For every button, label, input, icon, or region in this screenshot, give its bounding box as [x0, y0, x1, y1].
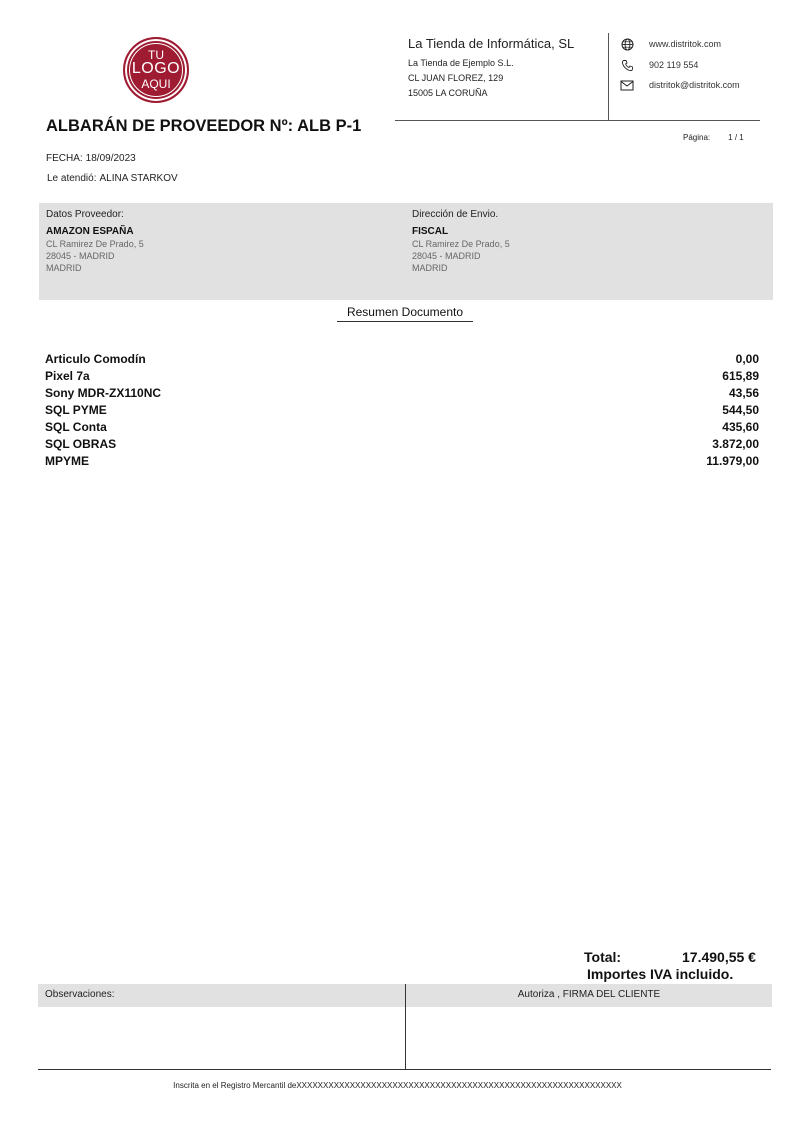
item-name: Articulo Comodín	[45, 352, 146, 366]
company-address: CL JUAN FLOREZ, 129	[408, 73, 504, 83]
page-number: 1 / 1	[728, 133, 744, 142]
attended-by	[47, 173, 178, 184]
company-name: La Tienda de Informática, SL	[408, 36, 575, 51]
shipping-province: MADRID	[412, 263, 448, 273]
item-name: SQL PYME	[45, 403, 107, 417]
document-date	[46, 153, 136, 164]
company-info	[408, 36, 574, 98]
contact-phone-text: 902 119 554	[649, 60, 699, 70]
date-value: 18/09/2023	[85, 153, 136, 164]
summary-list	[45, 352, 759, 471]
header-horizontal-divider	[395, 120, 760, 121]
list-item	[45, 420, 759, 437]
shipping-address: CL Ramirez De Prado, 5	[412, 239, 510, 249]
item-amount: 615,89	[722, 369, 759, 383]
logo-text-line1: TU	[148, 48, 164, 62]
contact-web-text[interactable]: www.distritok.com	[649, 39, 722, 49]
item-amount: 11.979,00	[706, 454, 759, 468]
phone-icon	[620, 58, 634, 72]
shipping-block	[412, 209, 510, 273]
page-indicator	[683, 133, 744, 142]
summary-title: Resumen Documento	[337, 305, 473, 322]
item-amount: 3.872,00	[712, 437, 759, 451]
observations-bottom-rule	[38, 1069, 771, 1070]
supplier-address: CL Ramirez De Prado, 5	[46, 239, 144, 249]
total-label: Total:	[584, 949, 622, 965]
list-item	[45, 454, 759, 471]
attended-label: Le atendió:	[47, 173, 97, 184]
contact-phone	[620, 58, 698, 72]
item-amount: 43,56	[728, 386, 759, 400]
item-amount: 544,50	[722, 403, 759, 417]
mail-icon	[620, 78, 634, 92]
item-name: Sony MDR-ZX110NC	[45, 386, 162, 400]
signature-label: Autoriza , FIRMA DEL CLIENTE	[406, 984, 772, 1007]
list-item	[45, 369, 759, 386]
item-name: SQL Conta	[45, 420, 107, 434]
attended-value: ALINA STARKOV	[99, 173, 178, 184]
contact-web	[620, 37, 721, 51]
item-name: MPYME	[45, 454, 90, 468]
company-logo	[123, 37, 189, 103]
supplier-city: 28045 - MADRID	[46, 251, 115, 261]
contact-email-text[interactable]: distritok@distritok.com	[649, 80, 740, 90]
supplier-label: Datos Proveedor:	[46, 209, 124, 220]
supplier-province: MADRID	[46, 263, 82, 273]
company-legal-name: La Tienda de Ejemplo S.L.	[408, 58, 514, 68]
list-item	[45, 352, 759, 369]
document-title: ALBARÁN DE PROVEEDOR Nº: ALB P-1	[46, 117, 362, 135]
shipping-name: FISCAL	[412, 226, 449, 237]
logo-text-line3: AQUI	[141, 77, 171, 91]
shipping-city: 28045 - MADRID	[412, 251, 481, 261]
observations-divider	[405, 984, 406, 1070]
observations-label: Observaciones:	[38, 984, 405, 1007]
supplier-name: AMAZON ESPAÑA	[46, 226, 134, 237]
header-vertical-divider	[608, 33, 609, 121]
date-label: FECHA:	[46, 153, 83, 164]
item-amount: 0,00	[735, 352, 759, 366]
address-section	[39, 203, 773, 300]
observations-section	[38, 984, 772, 1070]
item-name: Pixel 7a	[45, 369, 90, 383]
total-row	[584, 949, 756, 965]
page-label: Página:	[683, 133, 711, 142]
vat-note: Importes IVA incluido.	[587, 966, 734, 982]
item-amount: 435,60	[722, 420, 759, 434]
list-item	[45, 437, 759, 454]
total-amount: 17.490,55 €	[682, 949, 756, 965]
supplier-block	[46, 209, 144, 273]
item-name: SQL OBRAS	[45, 437, 117, 451]
registry-footer: Inscrita en el Registro Mercantil deXXXXXXXXXXXXXXXXXXXXXXXXXXXXXXXXXXXXXXXXXXXXXXXXXXXXXXXXXXXXX	[173, 1081, 622, 1090]
shipping-label: Dirección de Envio.	[412, 209, 499, 220]
logo-text-line2: LOGO	[131, 60, 181, 77]
globe-icon	[620, 37, 634, 51]
contact-email	[620, 78, 740, 92]
company-city: 15005 LA CORUÑA	[408, 88, 488, 98]
list-item	[45, 386, 759, 403]
list-item	[45, 403, 759, 420]
